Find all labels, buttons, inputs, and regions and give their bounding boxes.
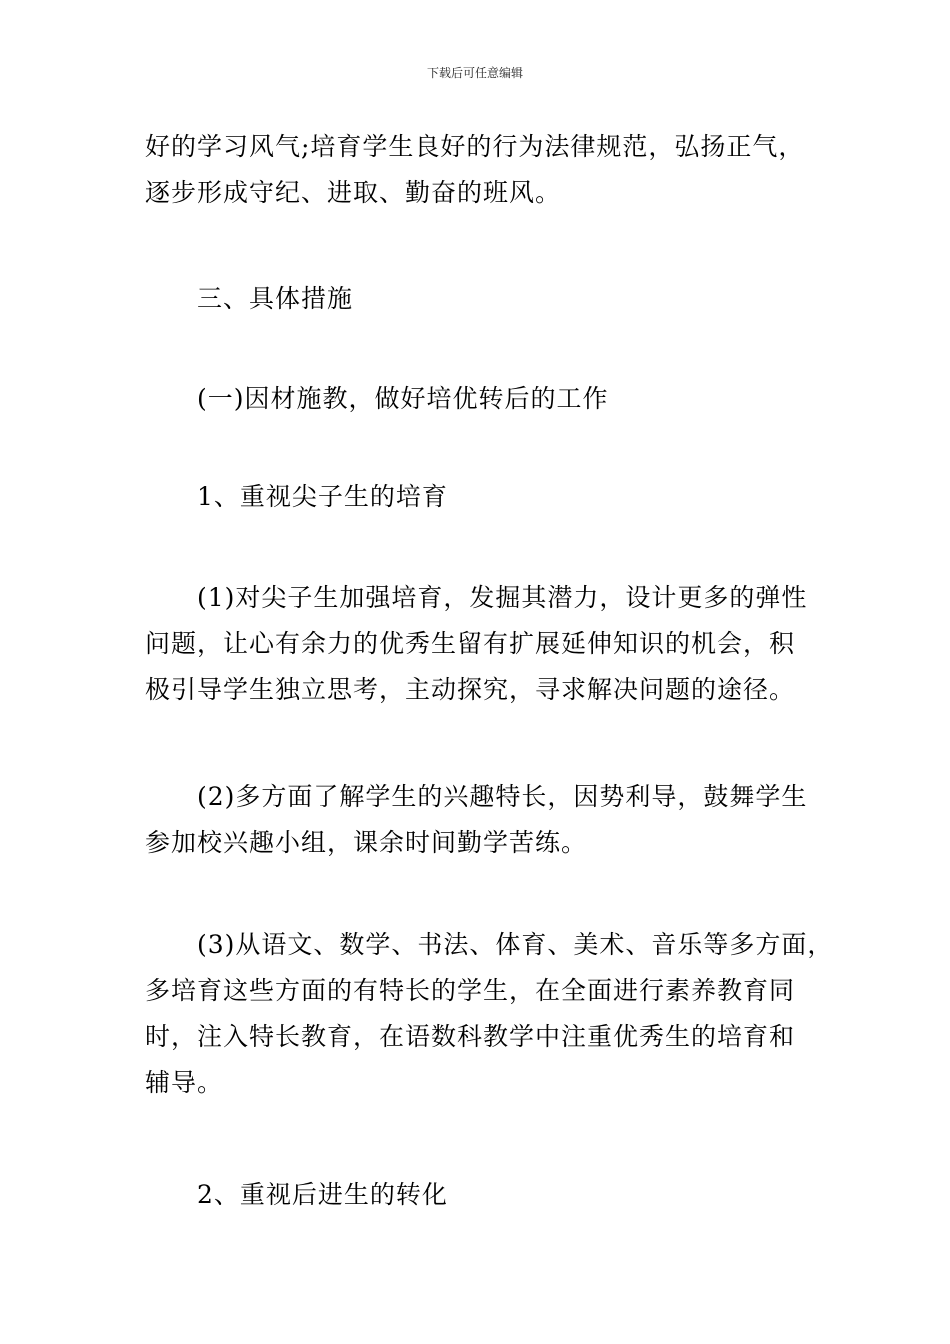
item-heading-lagging-students <box>145 1172 815 1218</box>
paragraph-class-style <box>145 124 815 216</box>
text-line: (一)因材施教，做好培优转后的工作 <box>145 384 609 413</box>
text-line: (2)多方面了解学生的兴趣特长，因势利导，鼓舞学生 <box>145 782 808 811</box>
text-line: 2、重视后进生的转化 <box>145 1180 448 1209</box>
paragraph-item-3 <box>145 922 834 1106</box>
section-heading-measures <box>145 276 815 322</box>
page-header: 下载后可任意编辑 <box>426 66 523 80</box>
paragraph-item-1 <box>145 575 815 713</box>
text-line: 多培育这些方面的有特长的学生，在全面进行素养教育同 <box>145 976 796 1005</box>
text-line: (1)对尖子生加强培育，发掘其潜力，设计更多的弹性 <box>145 583 808 612</box>
text-line: (3)从语文、数学、书法、体育、美术、音乐等多方面， <box>145 930 834 959</box>
text-line: 参加校兴趣小组，课余时间勤学苦练。 <box>145 828 588 857</box>
text-line: 1、重视尖子生的培育 <box>145 482 448 511</box>
item-heading-top-students <box>145 474 815 520</box>
paragraph-item-2 <box>145 774 815 866</box>
text-line: 极引导学生独立思考，主动探究，寻求解决问题的途径。 <box>145 675 796 704</box>
text-line: 时，注入特长教育，在语数科教学中注重优秀生的培育和 <box>145 1022 796 1051</box>
text-line: 辅导。 <box>145 1068 224 1097</box>
text-line: 逐步形成守纪、进取、勤奋的班风。 <box>145 178 562 207</box>
text-line: 三、具体措施 <box>145 284 354 313</box>
subsection-heading-teaching <box>145 376 815 422</box>
text-line: 好的学习风气;培育学生良好的行为法律规范，弘扬正气， <box>145 132 805 161</box>
text-line: 问题，让心有余力的优秀生留有扩展延伸知识的机会，积 <box>145 629 796 658</box>
